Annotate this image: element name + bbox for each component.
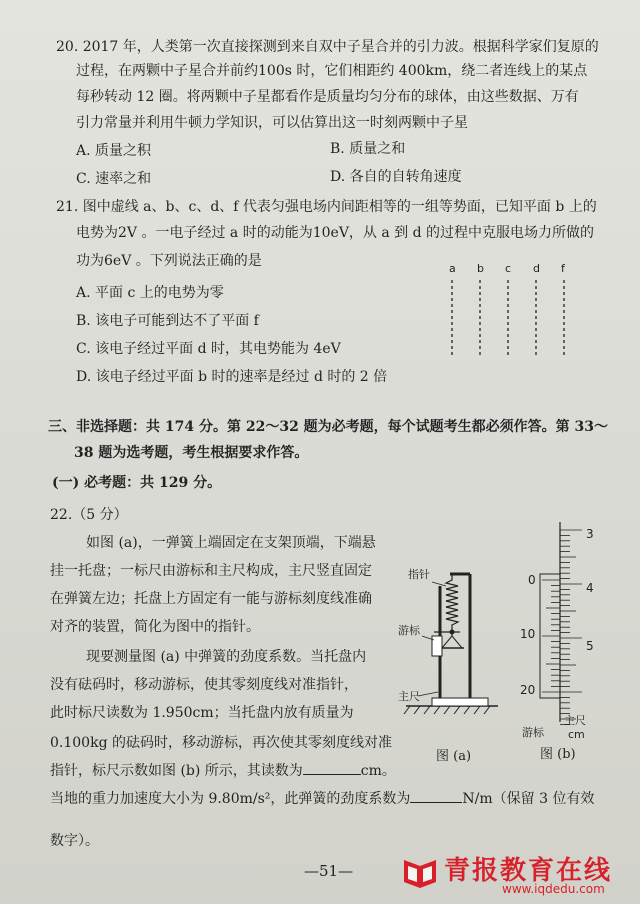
q22-para-line11: 数字）。	[50, 833, 99, 849]
main-tick-5: 5	[586, 639, 594, 653]
q21-option-b: B. 该电子可能到达不了平面 f	[76, 313, 259, 329]
q21-line3: 功为6eV 。下列说法正确的是	[76, 253, 262, 269]
q22-para-line3: 在弹簧左边；托盘上方固定有一能与游标刻度线准确	[50, 591, 372, 607]
q20-line3: 每秒转动 12 圈。将两颗中子星都看作是质量均匀分布的球体，由这些数据、万有	[76, 89, 579, 105]
q20-line4: 引力常量并利用牛顿力学知识，可以估算出这一时刻两颗中子星	[76, 115, 468, 131]
label-vernier: 游标	[398, 624, 420, 637]
plane-label-c: c	[505, 262, 512, 275]
q22-heading: 22.（5 分）	[50, 507, 128, 523]
plane-label-a: a	[449, 262, 456, 275]
plane-label-f: f	[561, 262, 565, 275]
q22-para-line8: 0.100kg 的砝码时，移动游标，再次使其零刻度线对准	[50, 735, 392, 751]
q21-option-c: C. 该电子经过平面 d 时，其电势能为 4eV	[76, 341, 341, 357]
q20-option-c: C. 速率之和	[76, 171, 152, 187]
book-icon	[400, 852, 442, 892]
vernier-tick-20: 20	[520, 683, 536, 697]
q22-reading-prompt: 指针，标尺示数如图 (b) 所示，其读数为	[50, 763, 303, 779]
q22-para-line7: 此时标尺读数为 1.950cm；当托盘内放有质量为	[50, 705, 354, 721]
q20-option-a: A. 质量之积	[76, 143, 152, 159]
label-main-scale: 主尺	[398, 690, 420, 703]
label-pointer: 指针	[408, 568, 430, 581]
plane-label-d: d	[533, 262, 540, 275]
label-unit-cm: cm	[568, 728, 585, 741]
q22-para-line9	[50, 762, 396, 780]
equipotential-diagram	[440, 260, 580, 360]
q22-stiffness-prompt: 当地的重力加速度大小为 9.80m/s²，此弹簧的劲度系数为	[50, 791, 411, 807]
watermark-url: www.iqdedu.com	[502, 882, 605, 896]
answer-blank-reading[interactable]	[303, 762, 361, 775]
plane-label-b: b	[477, 262, 484, 275]
answer-blank-stiffness[interactable]	[410, 790, 462, 803]
q22-para-line2: 挂一托盘；一标尺由游标和主尺构成，主尺竖直固定	[50, 563, 372, 579]
q22-para-line10	[50, 790, 594, 808]
q22-para-line6: 没有砝码时，移动游标，使其零刻度线对准指针，	[50, 677, 358, 693]
q20-option-b: B. 质量之和	[330, 141, 406, 157]
label-vernier-b: 游标	[522, 726, 544, 739]
q22-para-line1: 如图 (a)，一弹簧上端固定在支架顶端，下端悬	[86, 535, 376, 551]
section3-line2: 38 题为选考题，考生根据要求作答。	[74, 445, 309, 461]
q20-line2: 过程，在两颗中子星合并前约100s 时，它们相距约 400km，绕二者连线上的某点	[76, 63, 588, 79]
figure-b-caption: 图 (b)	[540, 747, 576, 762]
q22-para-line4: 对齐的装置，简化为图中的指针。	[50, 619, 260, 635]
q21-line2: 电势为2V 。一电子经过 a 时的动能为10eV，从 a 到 d 的过程中克服电场力所做的	[76, 225, 595, 241]
vernier-tick-10: 10	[520, 627, 536, 641]
figure-b-vernier-reading	[500, 516, 610, 744]
q22-para-line5: 现要测量图 (a) 中弹簧的劲度系数。当托盘内	[86, 649, 367, 665]
main-tick-3: 3	[586, 527, 594, 541]
q20-option-d: D. 各自的自转角速度	[330, 169, 462, 185]
page-number: —51—	[304, 862, 354, 880]
main-tick-4: 4	[586, 581, 594, 595]
watermark-logo	[398, 848, 634, 900]
vernier-tick-0: 0	[528, 573, 536, 587]
q20-line1: 20. 2017 年，人类第一次直接探测到来自双中子星合并的引力波。根据科学家们复原的	[56, 39, 599, 55]
q22-reading-unit: cm。	[360, 763, 396, 779]
label-main-scale-b: 主尺	[564, 714, 586, 727]
section3-subheading: (一) 必考题：共 129 分。	[52, 475, 222, 491]
figure-a-spring-apparatus	[398, 560, 508, 720]
q21-option-d: D. 该电子经过平面 b 时的速率是经过 d 时的 2 倍	[76, 369, 388, 385]
q21-line1: 21. 图中虚线 a、b、c、d、f 代表匀强电场内间距相等的一组等势面，已知平面 b 上的	[56, 199, 597, 215]
watermark-brand: 青报教育在线	[444, 856, 613, 886]
q21-option-a: A. 平面 c 上的电势为零	[76, 285, 224, 301]
figure-a-caption: 图 (a)	[436, 749, 472, 764]
section3-line1: 三、非选择题：共 174 分。第 22～32 题为必考题，每个试题考生都必须作答。第 33～	[48, 419, 609, 435]
q22-stiffness-unit: N/m（保留 3 位有效	[462, 791, 595, 807]
